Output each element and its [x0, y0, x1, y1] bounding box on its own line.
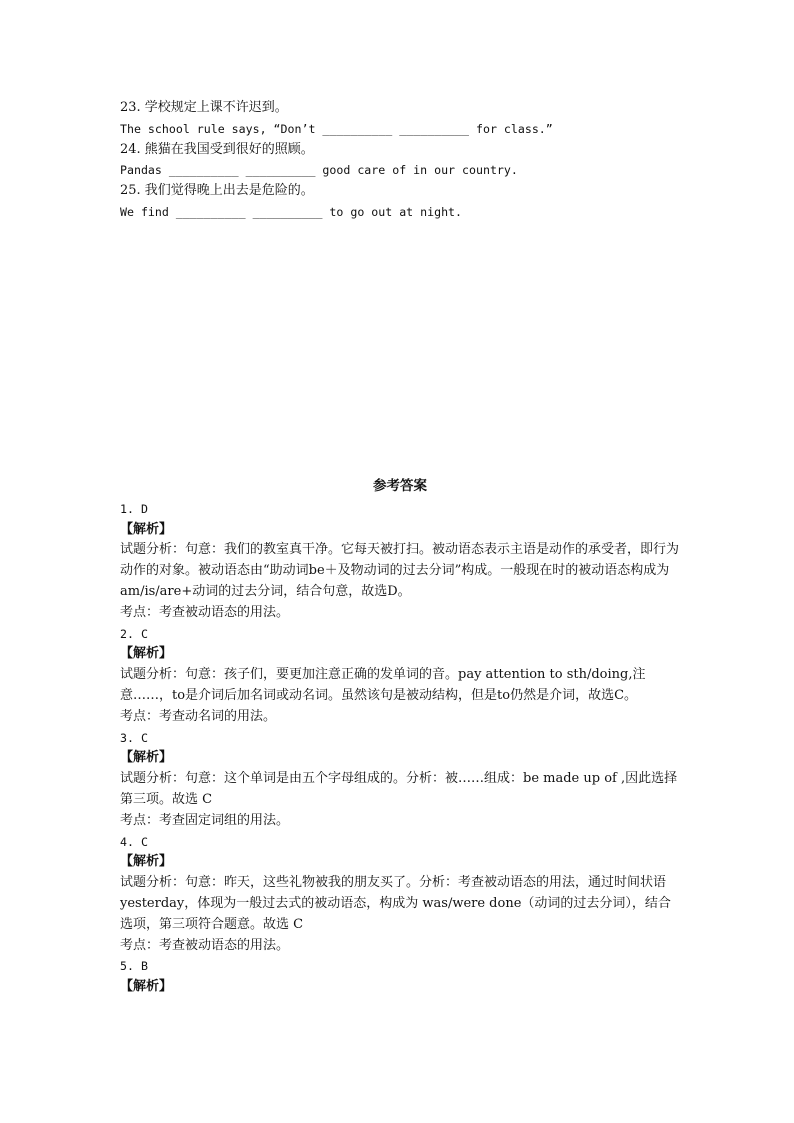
question-zh: 24. 熊猫在我国受到很好的照顾。	[120, 141, 314, 157]
question-en: Pandas __________ __________ good care of in our country.	[120, 163, 518, 178]
question-23	[120, 98, 680, 140]
question-zh: 23. 学校规定上课不许迟到。	[120, 100, 288, 115]
analysis-tag: 【解析】	[120, 646, 173, 662]
answer-number: 4. C	[120, 834, 148, 849]
answer-2	[120, 624, 680, 728]
answers-title: 参考答案	[373, 477, 427, 494]
analysis-tag: 【解析】	[120, 521, 173, 537]
analysis-text: 试题分析：句意：孩子们，要更加注意正确的发单词的音。pay attention to sth/doing,注意……，to是介词后加名词或动名词。虽然该句是被动结构，但是to仍然是介词，故选C。	[120, 667, 646, 703]
analysis-tag: 【解析】	[120, 750, 173, 766]
blank-space	[120, 223, 680, 475]
analysis-text: 试题分析：句意：这个单词是由五个字母组成的。分析：被……组成：be made up of ,因此选择第三项。故选 C	[120, 771, 678, 807]
document-content	[120, 98, 680, 998]
question-en: We find __________ __________ to go out at night.	[120, 204, 463, 219]
knowledge-point: 考点：考查被动语态的用法。	[120, 937, 290, 953]
analysis-tag: 【解析】	[120, 979, 173, 995]
knowledge-point: 考点：考查固定词组的用法。	[120, 812, 290, 828]
answer-1	[120, 499, 680, 624]
answer-5	[120, 956, 680, 998]
analysis-text: 试题分析：句意：昨天，这些礼物被我的朋友买了。分析：考查被动语态的用法，通过时间状语 yesterday，体现为一般过去式的被动语态，构成为 was/were done（动词的过去分词），结合选项，第三项符合题意。故选 C	[120, 875, 671, 932]
question-en: The school rule says, “Don’t __________ __________ for class.”	[120, 121, 553, 136]
analysis-text: 试题分析：句意：我们的教室真干净。它每天被打扫。被动语态表示主语是动作的承受者，即行为动作的对象。被动语态由“助动词be＋及物动词的过去分词”构成。一般现在时的被动语态构成为 am/is/are+动词的过去分词，结合句意，故选D。	[120, 542, 680, 599]
answer-number: 1. D	[120, 501, 148, 516]
knowledge-point: 考点：考查动名词的用法。	[120, 708, 277, 724]
question-25	[120, 181, 680, 223]
answer-number: 3. C	[120, 730, 148, 745]
answer-number: 2. C	[120, 626, 148, 641]
question-zh: 25. 我们觉得晚上出去是危险的。	[120, 183, 314, 199]
knowledge-point: 考点：考查被动语态的用法。	[120, 604, 290, 620]
answer-3	[120, 728, 680, 832]
question-24	[120, 140, 680, 182]
answer-number: 5. B	[120, 959, 148, 974]
analysis-tag: 【解析】	[120, 854, 173, 870]
answer-4	[120, 832, 680, 957]
